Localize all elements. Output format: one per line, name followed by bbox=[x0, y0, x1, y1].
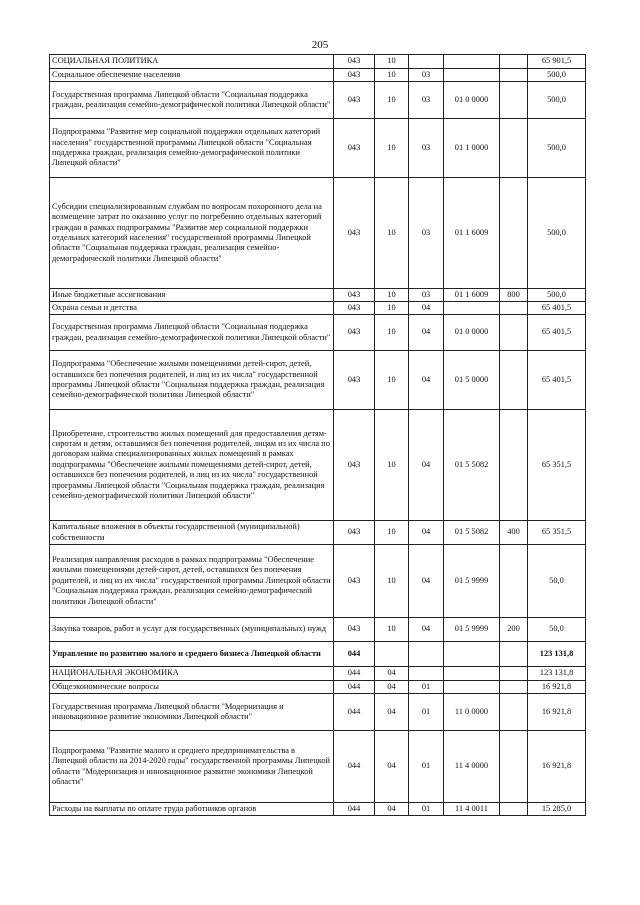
table-row bbox=[50, 289, 586, 302]
cell-sum: 16 921,8 bbox=[528, 681, 586, 694]
cell-name: Подпрограмма "Обеспечение жилыми помещениями детей-сирот, детей, оставшихся без попечения родителей, и лиц из их числа" государственной программы Липецкой области "Социальная поддержка граждан, реализация семейно-демографической политики Липецкой области" bbox=[50, 351, 334, 410]
cell-name: Иные бюджетные ассигнования bbox=[50, 289, 334, 302]
table-row bbox=[50, 694, 586, 731]
cell-sum: 65 351,5 bbox=[528, 410, 586, 521]
cell-csr: 01 5 0000 bbox=[444, 351, 500, 410]
cell-pr: 03 bbox=[409, 119, 444, 178]
cell-rz: 10 bbox=[375, 545, 409, 618]
cell-pr: 04 bbox=[409, 351, 444, 410]
cell-ved: 044 bbox=[334, 681, 375, 694]
table-row bbox=[50, 302, 586, 315]
cell-ved: 043 bbox=[334, 55, 375, 69]
cell-ved: 043 bbox=[334, 315, 375, 351]
cell-name: Государственная программа Липецкой области "Модернизация и инновационное развитие экономики Липецкой области" bbox=[50, 694, 334, 731]
cell-rz: 10 bbox=[375, 119, 409, 178]
cell-pr: 01 bbox=[409, 681, 444, 694]
cell-ved: 043 bbox=[334, 178, 375, 289]
cell-ved: 043 bbox=[334, 545, 375, 618]
cell-pr: 03 bbox=[409, 82, 444, 119]
cell-sum: 65 401,5 bbox=[528, 315, 586, 351]
cell-pr bbox=[409, 642, 444, 667]
cell-name: Приобретение, строительство жилых помещений для предоставления детям-сиротам и детям, оставшимся без попечения родителей, лицам из их числа по договорам найма специализированных жилых помещений в рамках подпрограммы "Обеспечение жилыми помещениями детей-сирот, детей, оставшихся без попечения родителей, и лиц из их числа" государственной программы Липецкой области "Социальная поддержка граждан, реализация семейно-демографической политики Липецкой области" bbox=[50, 410, 334, 521]
cell-csr bbox=[444, 302, 500, 315]
cell-sum: 65 901,5 bbox=[528, 55, 586, 69]
cell-rz: 04 bbox=[375, 694, 409, 731]
cell-csr bbox=[444, 681, 500, 694]
cell-name: Охрана семьи и детства bbox=[50, 302, 334, 315]
cell-vr bbox=[500, 178, 528, 289]
cell-ved: 044 bbox=[334, 731, 375, 803]
budget-table bbox=[49, 54, 586, 816]
cell-vr bbox=[500, 681, 528, 694]
cell-vr bbox=[500, 410, 528, 521]
cell-rz: 10 bbox=[375, 302, 409, 315]
cell-pr: 04 bbox=[409, 521, 444, 545]
cell-vr bbox=[500, 55, 528, 69]
cell-csr: 01 1 6009 bbox=[444, 178, 500, 289]
table-row bbox=[50, 731, 586, 803]
cell-sum: 500,0 bbox=[528, 82, 586, 119]
cell-ved: 043 bbox=[334, 82, 375, 119]
cell-vr bbox=[500, 803, 528, 816]
cell-vr bbox=[500, 642, 528, 667]
cell-sum: 16 921,8 bbox=[528, 731, 586, 803]
cell-name: Управление по развитию малого и среднего бизнеса Липецкой области bbox=[50, 642, 334, 667]
cell-csr: 01 1 6009 bbox=[444, 289, 500, 302]
cell-ved: 043 bbox=[334, 410, 375, 521]
cell-rz: 04 bbox=[375, 803, 409, 816]
table-row bbox=[50, 667, 586, 681]
cell-ved: 043 bbox=[334, 302, 375, 315]
cell-ved: 043 bbox=[334, 351, 375, 410]
cell-rz: 10 bbox=[375, 315, 409, 351]
page-number: 205 bbox=[311, 39, 329, 51]
cell-vr bbox=[500, 69, 528, 82]
table-row bbox=[50, 69, 586, 82]
cell-vr bbox=[500, 667, 528, 681]
cell-pr: 04 bbox=[409, 302, 444, 315]
cell-rz: 10 bbox=[375, 521, 409, 545]
cell-rz: 10 bbox=[375, 410, 409, 521]
cell-name: Расходы на выплаты по оплате труда работников органов bbox=[50, 803, 334, 816]
cell-sum: 123 131,8 bbox=[528, 667, 586, 681]
table-row bbox=[50, 803, 586, 816]
cell-rz: 10 bbox=[375, 351, 409, 410]
table-row bbox=[50, 119, 586, 178]
cell-name: СОЦИАЛЬНАЯ ПОЛИТИКА bbox=[50, 55, 334, 69]
cell-name: Субсидии специализированным службам по вопросам похоронного дела на возмещение затрат по оказанию услуг по погребению отдельных категорий граждан в рамках подпрограммы "Развитие мер социальной поддержки отдельных категорий населения" государственной программы Липецкой области "Социальная поддержка граждан, реализация семейно-демографической политики Липецкой области" bbox=[50, 178, 334, 289]
cell-name: Государственная программа Липецкой области "Социальная поддержка граждан, реализация семейно-демографической политики Липецкой области" bbox=[50, 315, 334, 351]
cell-vr: 200 bbox=[500, 618, 528, 642]
cell-ved: 044 bbox=[334, 803, 375, 816]
cell-name: Общеэкономические вопросы bbox=[50, 681, 334, 694]
cell-rz: 04 bbox=[375, 681, 409, 694]
table-row bbox=[50, 618, 586, 642]
table-row bbox=[50, 55, 586, 69]
cell-pr: 04 bbox=[409, 315, 444, 351]
cell-rz: 04 bbox=[375, 667, 409, 681]
cell-rz: 04 bbox=[375, 731, 409, 803]
cell-ved: 043 bbox=[334, 618, 375, 642]
cell-vr: 800 bbox=[500, 289, 528, 302]
cell-pr bbox=[409, 55, 444, 69]
cell-sum: 500,0 bbox=[528, 289, 586, 302]
cell-csr: 01 5 9999 bbox=[444, 545, 500, 618]
cell-vr: 400 bbox=[500, 521, 528, 545]
cell-pr: 01 bbox=[409, 731, 444, 803]
cell-sum: 500,0 bbox=[528, 69, 586, 82]
cell-name: Государственная программа Липецкой области "Социальная поддержка граждан, реализация семейно-демографической политики Липецкой области" bbox=[50, 82, 334, 119]
cell-sum: 65 401,5 bbox=[528, 302, 586, 315]
cell-pr: 01 bbox=[409, 694, 444, 731]
cell-ved: 044 bbox=[334, 667, 375, 681]
cell-name: Подпрограмма "Развитие малого и среднего предпринимательства в Липецкой области на 2014-2020 годы" государственной программы Липецкой области "Модернизация и инновационное развитие экономики Липецкой области" bbox=[50, 731, 334, 803]
cell-rz: 10 bbox=[375, 82, 409, 119]
cell-csr: 01 0 0000 bbox=[444, 315, 500, 351]
table-row bbox=[50, 642, 586, 667]
cell-sum: 16 921,8 bbox=[528, 694, 586, 731]
cell-csr bbox=[444, 55, 500, 69]
cell-vr bbox=[500, 694, 528, 731]
table-row bbox=[50, 351, 586, 410]
cell-csr bbox=[444, 69, 500, 82]
cell-csr: 01 0 0000 bbox=[444, 82, 500, 119]
cell-sum: 50,0 bbox=[528, 545, 586, 618]
cell-rz: 10 bbox=[375, 289, 409, 302]
cell-vr bbox=[500, 315, 528, 351]
cell-ved: 043 bbox=[334, 521, 375, 545]
cell-rz: 10 bbox=[375, 55, 409, 69]
cell-rz: 10 bbox=[375, 69, 409, 82]
cell-rz: 10 bbox=[375, 178, 409, 289]
cell-name: Подпрограмма "Развитие мер социальной поддержки отдельных категорий населения" государственной программы Липецкой области "Социальная поддержка граждан, реализация семейно-демографической политики Липецкой области" bbox=[50, 119, 334, 178]
cell-csr: 11 4 0000 bbox=[444, 731, 500, 803]
cell-csr: 01 1 0000 bbox=[444, 119, 500, 178]
cell-ved: 043 bbox=[334, 289, 375, 302]
table-row bbox=[50, 681, 586, 694]
table-row bbox=[50, 315, 586, 351]
cell-csr: 01 5 5082 bbox=[444, 521, 500, 545]
table-row bbox=[50, 178, 586, 289]
cell-rz bbox=[375, 642, 409, 667]
table-row bbox=[50, 410, 586, 521]
cell-csr: 11 4 0011 bbox=[444, 803, 500, 816]
cell-vr bbox=[500, 82, 528, 119]
cell-sum: 500,0 bbox=[528, 178, 586, 289]
cell-pr: 03 bbox=[409, 178, 444, 289]
cell-name: Реализация направления расходов в рамках подпрограммы "Обеспечение жилыми помещениями детей-сирот, детей, оставшихся без попечения родителей, и лиц из их числа" государственной программы Липецкой области "Социальная поддержка граждан, реализация семейно-демографической политики Липецкой области" bbox=[50, 545, 334, 618]
cell-csr: 11 0 0000 bbox=[444, 694, 500, 731]
cell-sum: 500,0 bbox=[528, 119, 586, 178]
cell-name: Капитальные вложения в объекты государственной (муниципальной) собственности bbox=[50, 521, 334, 545]
cell-name: НАЦИОНАЛЬНАЯ ЭКОНОМИКА bbox=[50, 667, 334, 681]
table-row bbox=[50, 545, 586, 618]
cell-sum: 65 351,5 bbox=[528, 521, 586, 545]
cell-csr bbox=[444, 642, 500, 667]
cell-pr: 04 bbox=[409, 545, 444, 618]
cell-name: Закупка товаров, работ и услуг для государственных (муниципальных) нужд bbox=[50, 618, 334, 642]
cell-pr: 01 bbox=[409, 803, 444, 816]
cell-vr bbox=[500, 731, 528, 803]
cell-ved: 044 bbox=[334, 642, 375, 667]
cell-csr: 01 5 5082 bbox=[444, 410, 500, 521]
cell-vr bbox=[500, 119, 528, 178]
table-row bbox=[50, 82, 586, 119]
cell-vr bbox=[500, 545, 528, 618]
table-row bbox=[50, 521, 586, 545]
cell-ved: 044 bbox=[334, 694, 375, 731]
cell-rz: 10 bbox=[375, 618, 409, 642]
cell-name: Социальное обеспечение населения bbox=[50, 69, 334, 82]
cell-sum: 123 131,8 bbox=[528, 642, 586, 667]
cell-sum: 65 401,5 bbox=[528, 351, 586, 410]
cell-sum: 15 285,0 bbox=[528, 803, 586, 816]
cell-pr: 03 bbox=[409, 289, 444, 302]
cell-csr bbox=[444, 667, 500, 681]
cell-pr: 04 bbox=[409, 410, 444, 521]
cell-pr: 03 bbox=[409, 69, 444, 82]
cell-vr bbox=[500, 302, 528, 315]
cell-vr bbox=[500, 351, 528, 410]
cell-ved: 043 bbox=[334, 69, 375, 82]
cell-csr: 01 5 9999 bbox=[444, 618, 500, 642]
cell-pr: 04 bbox=[409, 618, 444, 642]
cell-ved: 043 bbox=[334, 119, 375, 178]
cell-sum: 50,0 bbox=[528, 618, 586, 642]
cell-pr bbox=[409, 667, 444, 681]
